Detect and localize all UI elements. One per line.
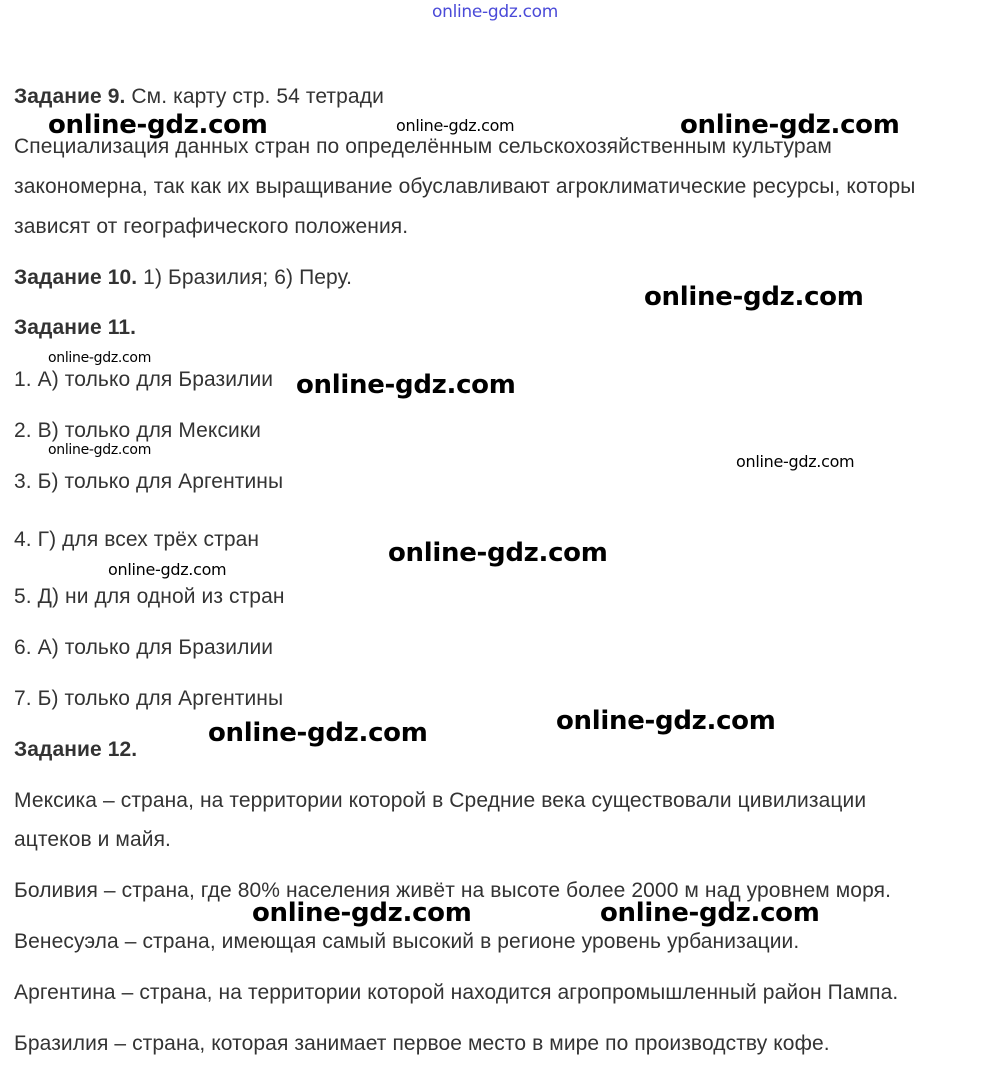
task-10-text: 1) Бразилия; 6) Перу. [137,266,353,289]
task-12-heading: Задание 12. [14,738,138,761]
watermark: online-gdz.com [396,116,515,135]
task-11-item: 6. А) только для Бразилии [14,636,274,659]
task-11-item: 7. Б) только для Аргентины [14,687,284,710]
watermark: online-gdz.com [600,898,820,928]
task-9-label: Задание 9. [14,85,126,108]
watermark: online-gdz.com [48,442,152,458]
task-9-text: См. карту стр. 54 тетради [125,85,384,108]
watermark: online-gdz.com [48,110,268,140]
task-12-line: Аргентина – страна, на территории которой находится агропромышленный район Пампа. [14,981,899,1004]
watermark: online-gdz.com [644,282,864,312]
watermark: online-gdz.com [48,350,152,366]
task-11-item: 3. Б) только для Аргентины [14,470,284,493]
task-9-heading [14,84,384,110]
task-11-item: 1. А) только для Бразилии [14,368,274,391]
site-link[interactable]: online-gdz.com [432,2,559,22]
watermark: online-gdz.com [252,898,472,928]
task-12-line: Венесуэла – страна, имеющая самый высокий в регионе уровень урбанизации. [14,930,800,953]
task-11-heading: Задание 11. [14,316,137,339]
watermark: online-gdz.com [680,110,900,140]
task-11-item: 5. Д) ни для одной из стран [14,585,285,608]
watermark: online-gdz.com [556,706,776,736]
task-9-paragraph-line: зависят от географического положения. [14,215,409,238]
task-11-item: 2. В) только для Мексики [14,419,262,442]
watermark: online-gdz.com [108,560,227,579]
task-11-item: 4. Г) для всех трёх стран [14,528,260,551]
watermark: online-gdz.com [296,370,516,400]
watermark: online-gdz.com [736,452,855,471]
task-9-paragraph-line: Специализация данных стран по определённым сельскохозяйственным культурам [14,135,832,158]
watermark: online-gdz.com [208,718,428,748]
task-12-line: Бразилия – страна, которая занимает первое место в мире по производству кофе. [14,1032,830,1055]
watermark: online-gdz.com [388,538,608,568]
task-9-paragraph-line: закономерна, так как их выращивание обуславливают агроклиматические ресурсы, которы [14,175,916,198]
task-12-line: ацтеков и майя. [14,828,171,851]
task-10-label: Задание 10. [14,266,138,289]
task-12-line: Боливия – страна, где 80% населения живёт на высоте более 2000 м над уровнем моря. [14,879,892,902]
task-12-line: Мексика – страна, на территории которой в Средние века существовали цивилизации [14,789,867,812]
task-10-heading [14,265,352,291]
